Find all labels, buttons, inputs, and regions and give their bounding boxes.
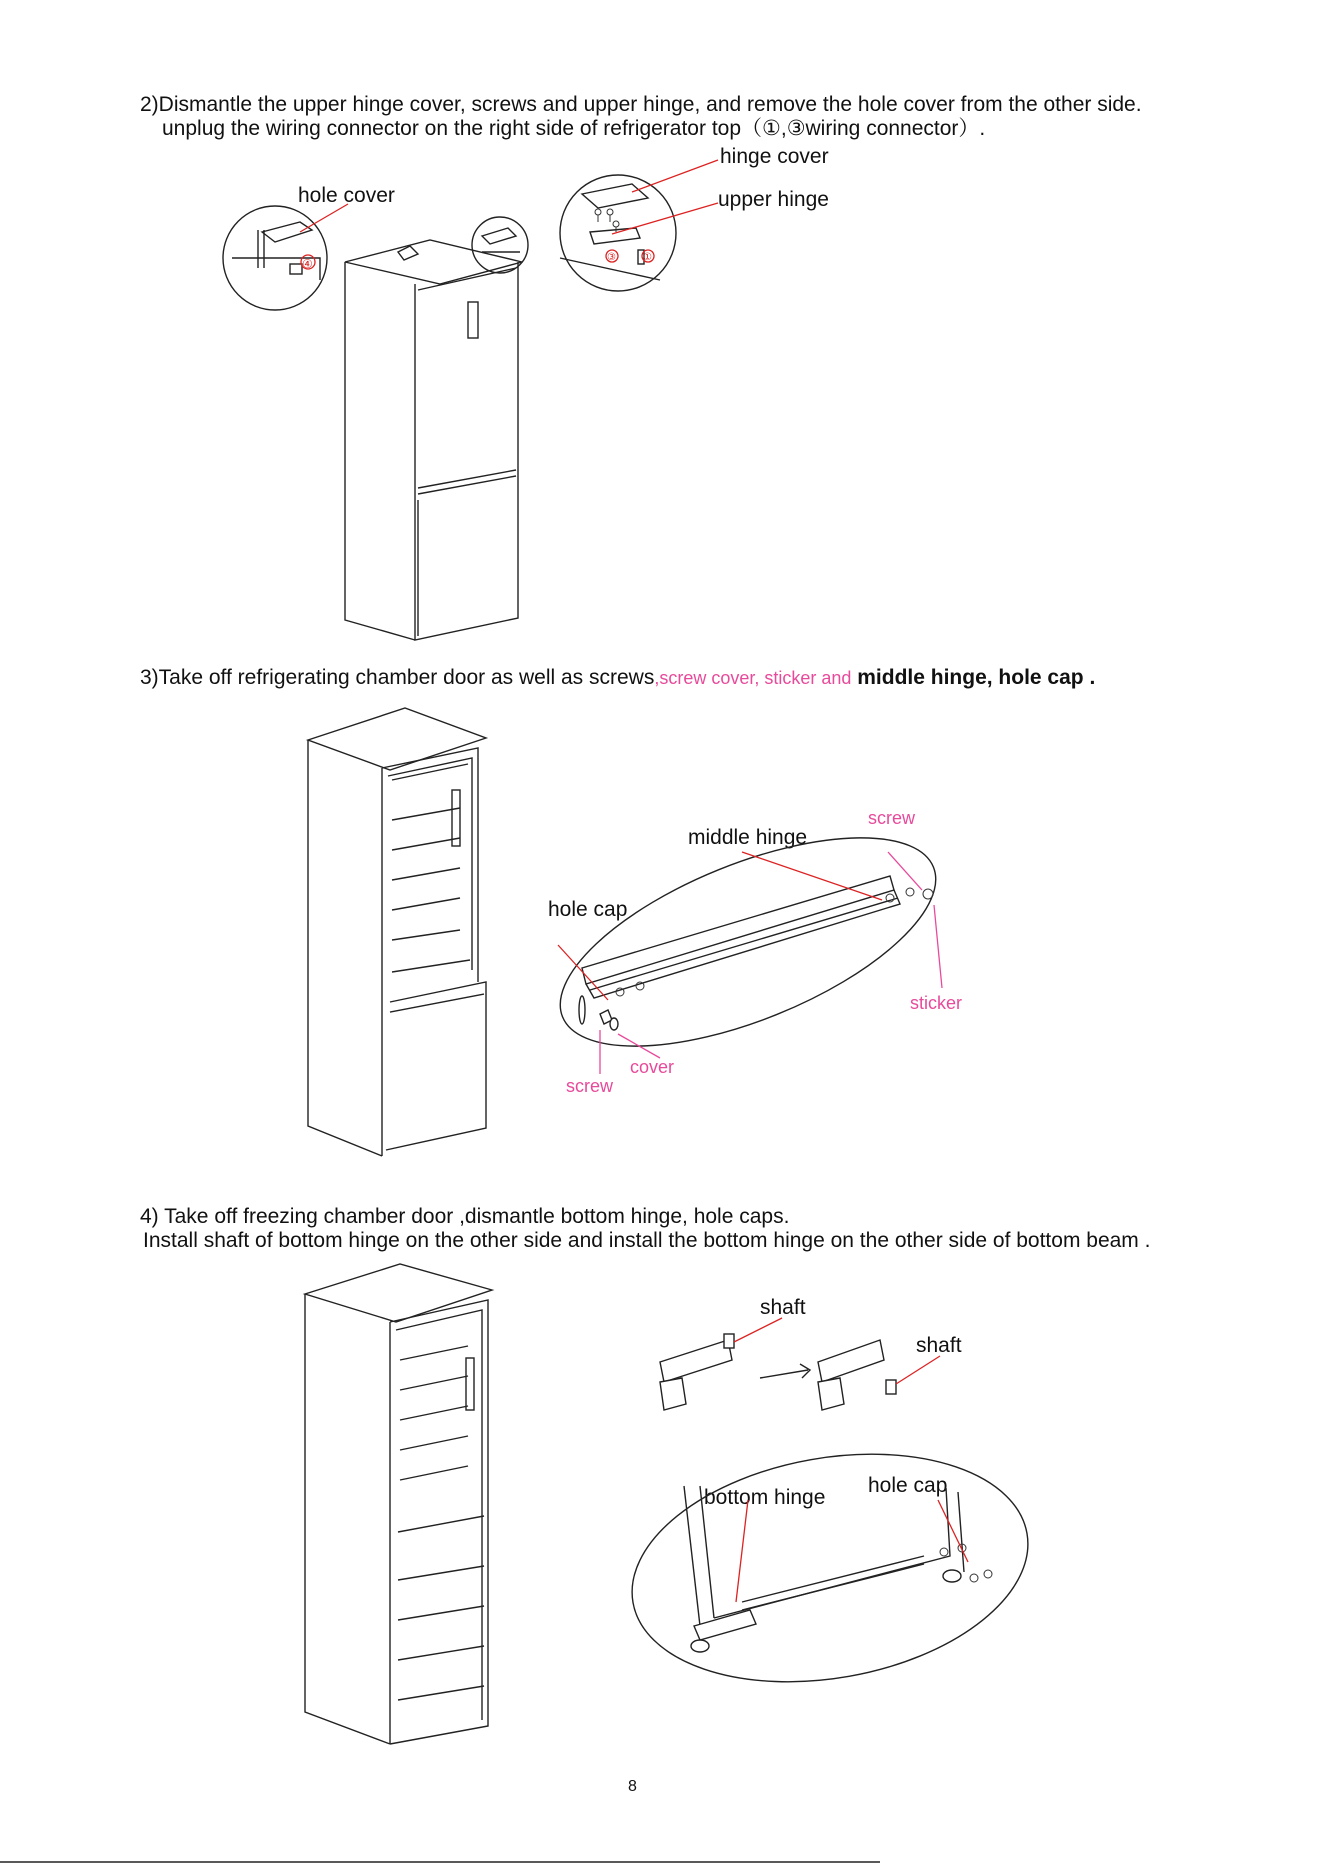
label-cover: cover: [630, 1057, 675, 1077]
marker-1: ①: [643, 252, 652, 263]
step2-ref3: ③: [786, 117, 806, 140]
shaft-bracket-right: [818, 1340, 896, 1410]
label-upper-hinge: upper hinge: [718, 188, 829, 211]
step2-ref1: ①: [762, 117, 781, 140]
step2-line2-prefix: unplug the wiring connector on the right side of refrigerator top（: [162, 117, 763, 140]
step3-text-b: middle hinge, hole cap .: [851, 666, 1096, 689]
label-screw-bottom: screw: [566, 1076, 614, 1096]
bottom-hinge-detail: [684, 1486, 992, 1652]
step4-line2: Install shaft of bottom hinge on the other side and install the bottom hinge on the other side of bottom beam .: [143, 1229, 1151, 1252]
label-hole-cap-mid: hole cap: [548, 898, 628, 921]
label-hole-cap-bottom: hole cap: [868, 1474, 948, 1497]
step3-text-a: 3)Take off refrigerating chamber door as well as screws: [140, 666, 655, 689]
label-hinge-cover: hinge cover: [720, 145, 829, 168]
marker-3: ③: [607, 252, 616, 263]
label-sticker: sticker: [910, 993, 963, 1013]
step3-text-pink: ,screw cover, sticker and: [654, 668, 852, 688]
step2-line1: 2)Dismantle the upper hinge cover, screws and upper hinge, and remove the hole cover from the other side.: [140, 93, 1142, 116]
fridge-step4: [305, 1264, 492, 1744]
page-number: 8: [628, 1778, 637, 1795]
marker-4: ④: [302, 257, 313, 271]
label-shaft-left: shaft: [760, 1296, 806, 1319]
label-hole-cover: hole cover: [298, 184, 395, 207]
label-middle-hinge: middle hinge: [688, 826, 808, 849]
label-bottom-hinge: bottom hinge: [704, 1486, 826, 1509]
step2-line2-suffix: wiring connector）.: [805, 117, 986, 140]
label-screw-top: screw: [868, 808, 916, 828]
step4-line1: 4) Take off freezing chamber door ,dismantle bottom hinge, hole caps.: [140, 1205, 790, 1228]
step2-sep: ,: [780, 117, 787, 140]
shaft-bracket-left: [660, 1334, 734, 1410]
label-shaft-right: shaft: [916, 1334, 962, 1357]
